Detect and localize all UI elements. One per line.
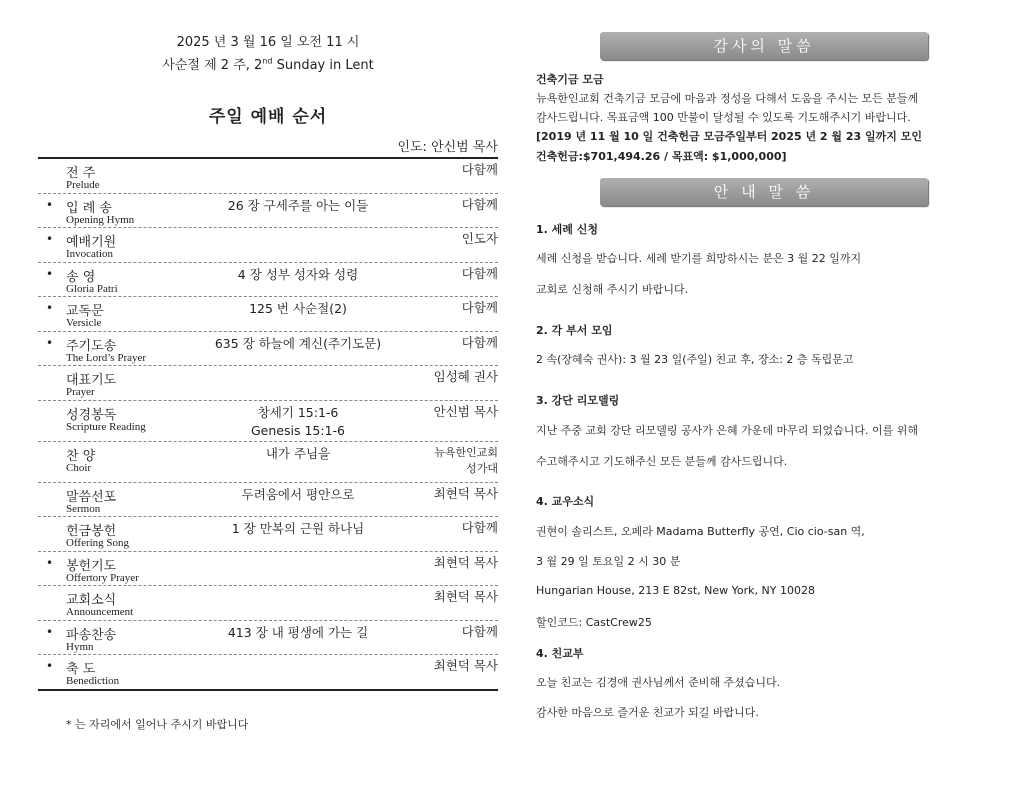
order-item-korean: 대표기도 — [66, 373, 117, 388]
season-prefix: 사순절 제 2 주, 2 — [162, 58, 263, 73]
order-item-leader-line: 다함께 — [461, 265, 498, 281]
order-item-detail-line: 125 번 사순절(2) — [249, 301, 347, 316]
order-item-korean: 입 례 송 — [66, 200, 112, 216]
order-item-leader-line: 최현덕 목사 — [433, 589, 498, 604]
standing-marker: • — [46, 335, 54, 350]
order-item-korean: 봉헌기도 — [66, 558, 117, 574]
order-item-korean: 축 도 — [66, 662, 96, 677]
notice-text: 2 속(장혜숙 권사): 3 월 23 일(주일) 친교 후, 장소: 2 층 독립문고 — [536, 353, 854, 366]
service-datetime: 2025 년 3 월 16 일 오전 11 시 — [176, 35, 360, 50]
thanks-period: [2019 년 11 월 10 일 건축헌금 모금주일부터 2025 년 2 월 23 일까지 모인 — [536, 130, 922, 143]
order-item-leader — [462, 624, 498, 640]
notice-text: 감사한 마음으로 즐거운 친교가 되길 바랍니다. — [536, 706, 759, 719]
order-item-leader — [462, 300, 498, 316]
order-item-english: Opening Hymn — [66, 213, 135, 226]
order-item-leader-line: 다함께 — [461, 162, 498, 177]
worship-order-table — [38, 157, 498, 691]
order-row — [38, 263, 498, 298]
order-item-detail-line: Genesis 15:1-6 — [251, 422, 345, 438]
notice-text: 권현이 솔리스트, 오페라 Madama Butterfly 공연, Cio cio-san 역, — [536, 525, 865, 538]
service-season — [38, 54, 498, 73]
order-item-detail — [188, 404, 408, 440]
order-item-english: Hymn — [66, 640, 94, 653]
order-item-detail — [188, 520, 408, 538]
order-item-detail-line: 내가 주님을 — [265, 445, 331, 461]
standing-marker: • — [46, 624, 54, 639]
order-item-detail — [188, 266, 408, 284]
order-item-leader — [462, 197, 498, 213]
order-item-leader-line: 다함께 — [461, 196, 498, 212]
thanks-text: 뉴욕한인교회 건축기금 모금에 마음과 정성을 다해서 도움을 주시는 모든 분들께 — [536, 92, 919, 105]
season-suffix: Sunday in Lent — [272, 58, 374, 73]
notice-text: 지난 주중 교회 강단 리모델링 공사가 은혜 가운데 마무리 되었습니다. 이를 위해 — [536, 424, 918, 437]
order-item-leader-line: 다함께 — [461, 300, 498, 315]
thanks-amount: 건축헌금:$701,494.26 / 목표액: $1,000,000] — [536, 150, 787, 163]
order-item-leader — [434, 486, 498, 502]
order-item-detail — [188, 335, 408, 353]
order-item-leader-line: 뉴욕한인교회 — [434, 445, 498, 459]
standing-marker: • — [46, 232, 54, 246]
order-item-detail — [188, 486, 408, 504]
order-item-leader-line: 성가대 — [466, 461, 498, 475]
worship-leader: 인도: 안신범 목사 — [397, 140, 498, 155]
notice-text: Hungarian House, 213 E 82st, New York, NY 10028 — [536, 584, 815, 597]
thanks-heading: 건축기금 모금 — [536, 73, 604, 86]
order-item-english: Sermon — [66, 502, 101, 515]
order-item-leader — [434, 589, 498, 605]
order-item-english: Scripture Reading — [66, 420, 146, 433]
order-item-detail-line: 635 장 하늘에 계신(주기도문) — [214, 335, 382, 351]
order-row — [38, 159, 498, 194]
thanks-text: 감사드립니다. 목표금액 100 만불이 달성될 수 있도록 기도해주시기 바랍니다. — [536, 111, 911, 124]
order-item-leader — [434, 445, 498, 477]
order-item-english: Prayer — [66, 386, 95, 398]
order-item-detail — [188, 445, 408, 463]
order-item-english: Gloria Patri — [66, 282, 118, 295]
order-row — [38, 366, 498, 401]
order-item-english: Invocation — [66, 248, 114, 260]
order-row — [38, 401, 498, 442]
page-title: 주일 예배 순서 — [208, 107, 328, 127]
order-item-leader-line: 다함께 — [461, 334, 498, 350]
order-item-leader — [462, 266, 498, 282]
order-item-korean: 파송찬송 — [66, 627, 117, 643]
order-item-korean: 헌금봉헌 — [66, 524, 117, 539]
order-item-detail — [188, 197, 408, 215]
order-item-english: Versicle — [66, 317, 102, 329]
order-item-english: Benediction — [66, 675, 120, 687]
order-item-korean: 전 주 — [66, 166, 96, 181]
order-item-leader-line: 최현덕 목사 — [433, 658, 498, 673]
footnote: * 는 자리에서 일어나 주시기 바랍니다 — [66, 718, 249, 731]
notice-text: 수고해주시고 기도해주신 모든 분들께 감사드립니다. — [536, 455, 788, 468]
notices-banner: 안 내 말 씀 — [600, 178, 928, 206]
order-item-leader-line: 최현덕 목사 — [433, 485, 498, 501]
order-item-leader — [462, 335, 498, 351]
thanks-banner: 감사의 말씀 — [600, 32, 928, 60]
order-item-detail — [188, 624, 408, 642]
order-item-leader — [462, 162, 498, 178]
notice-text: 할인코드: CastCrew25 — [536, 616, 652, 629]
order-item-korean: 성경봉독 — [66, 407, 117, 423]
order-item-leader — [434, 555, 498, 571]
order-row — [38, 194, 498, 229]
notice-text: 세례 신청을 받습니다. 세례 받기를 희망하시는 분은 3 월 22 일까지 — [536, 252, 862, 265]
order-row — [38, 442, 498, 483]
order-item-english: The Lord’s Prayer — [66, 351, 147, 364]
order-row — [38, 483, 498, 518]
season-sup: nd — [262, 56, 273, 66]
order-item-leader-line: 최현덕 목사 — [433, 554, 498, 570]
order-item-leader — [434, 369, 498, 385]
order-item-english: Announcement — [66, 606, 134, 618]
order-item-leader — [462, 520, 498, 536]
order-item-leader-line: 안신범 목사 — [433, 403, 498, 419]
standing-marker: • — [46, 301, 54, 315]
notice-text: 오늘 친교는 김경애 권사님께서 준비해 주셨습니다. — [536, 676, 781, 689]
order-item-korean: 말씀선포 — [66, 489, 117, 505]
standing-marker: • — [46, 555, 54, 570]
order-item-leader — [462, 231, 498, 247]
order-item-english: Prelude — [66, 179, 100, 191]
notice-title: 2. 각 부서 모임 — [536, 324, 613, 337]
notice-text: 교회로 신청해 주시기 바랍니다. — [536, 283, 689, 296]
order-item-leader-line: 다함께 — [461, 520, 498, 535]
order-item-english: Choir — [66, 461, 92, 474]
order-item-detail-line: 창세기 15:1-6 — [257, 404, 339, 420]
order-item-leader-line: 임성혜 권사 — [433, 369, 498, 384]
order-item-detail-line: 413 장 내 평생에 가는 길 — [227, 624, 369, 640]
order-row — [38, 655, 498, 689]
notice-title: 1. 세례 신청 — [536, 223, 598, 236]
notice-title: 3. 강단 리모델링 — [536, 394, 620, 407]
order-item-english: Offertory Prayer — [66, 571, 139, 584]
order-item-leader-line: 인도자 — [461, 231, 498, 246]
order-item-korean: 송 영 — [66, 269, 96, 285]
notice-text: 3 월 29 일 토요일 2 시 30 분 — [536, 555, 681, 568]
order-item-korean: 교회소식 — [66, 593, 117, 608]
standing-marker: • — [46, 197, 54, 212]
order-row — [38, 228, 498, 263]
order-row — [38, 517, 498, 552]
order-item-leader — [434, 658, 498, 674]
order-item-korean: 예배기원 — [66, 235, 117, 250]
order-item-korean: 주기도송 — [66, 338, 117, 354]
order-row — [38, 297, 498, 332]
notice-title: 4. 교우소식 — [536, 495, 595, 508]
order-item-korean: 교독문 — [66, 304, 104, 319]
order-item-leader — [434, 404, 498, 420]
order-item-detail-line: 1 장 만복의 근원 하나님 — [231, 521, 365, 536]
order-row — [38, 586, 498, 621]
order-item-detail-line: 4 장 성부 성자와 성령 — [237, 266, 359, 282]
standing-marker: • — [46, 266, 54, 281]
order-row — [38, 621, 498, 656]
order-item-detail-line: 26 장 구세주를 아는 이들 — [227, 197, 369, 213]
order-row — [38, 552, 498, 587]
order-item-english: Offering Song — [66, 537, 130, 549]
standing-marker: • — [46, 659, 54, 673]
order-item-korean: 찬 양 — [66, 448, 96, 464]
order-item-detail-line: 두려움에서 평안으로 — [241, 486, 355, 502]
order-item-detail — [188, 300, 408, 318]
order-item-leader-line: 다함께 — [461, 623, 498, 639]
order-row — [38, 332, 498, 367]
notice-title: 4. 친교부 — [536, 647, 584, 660]
